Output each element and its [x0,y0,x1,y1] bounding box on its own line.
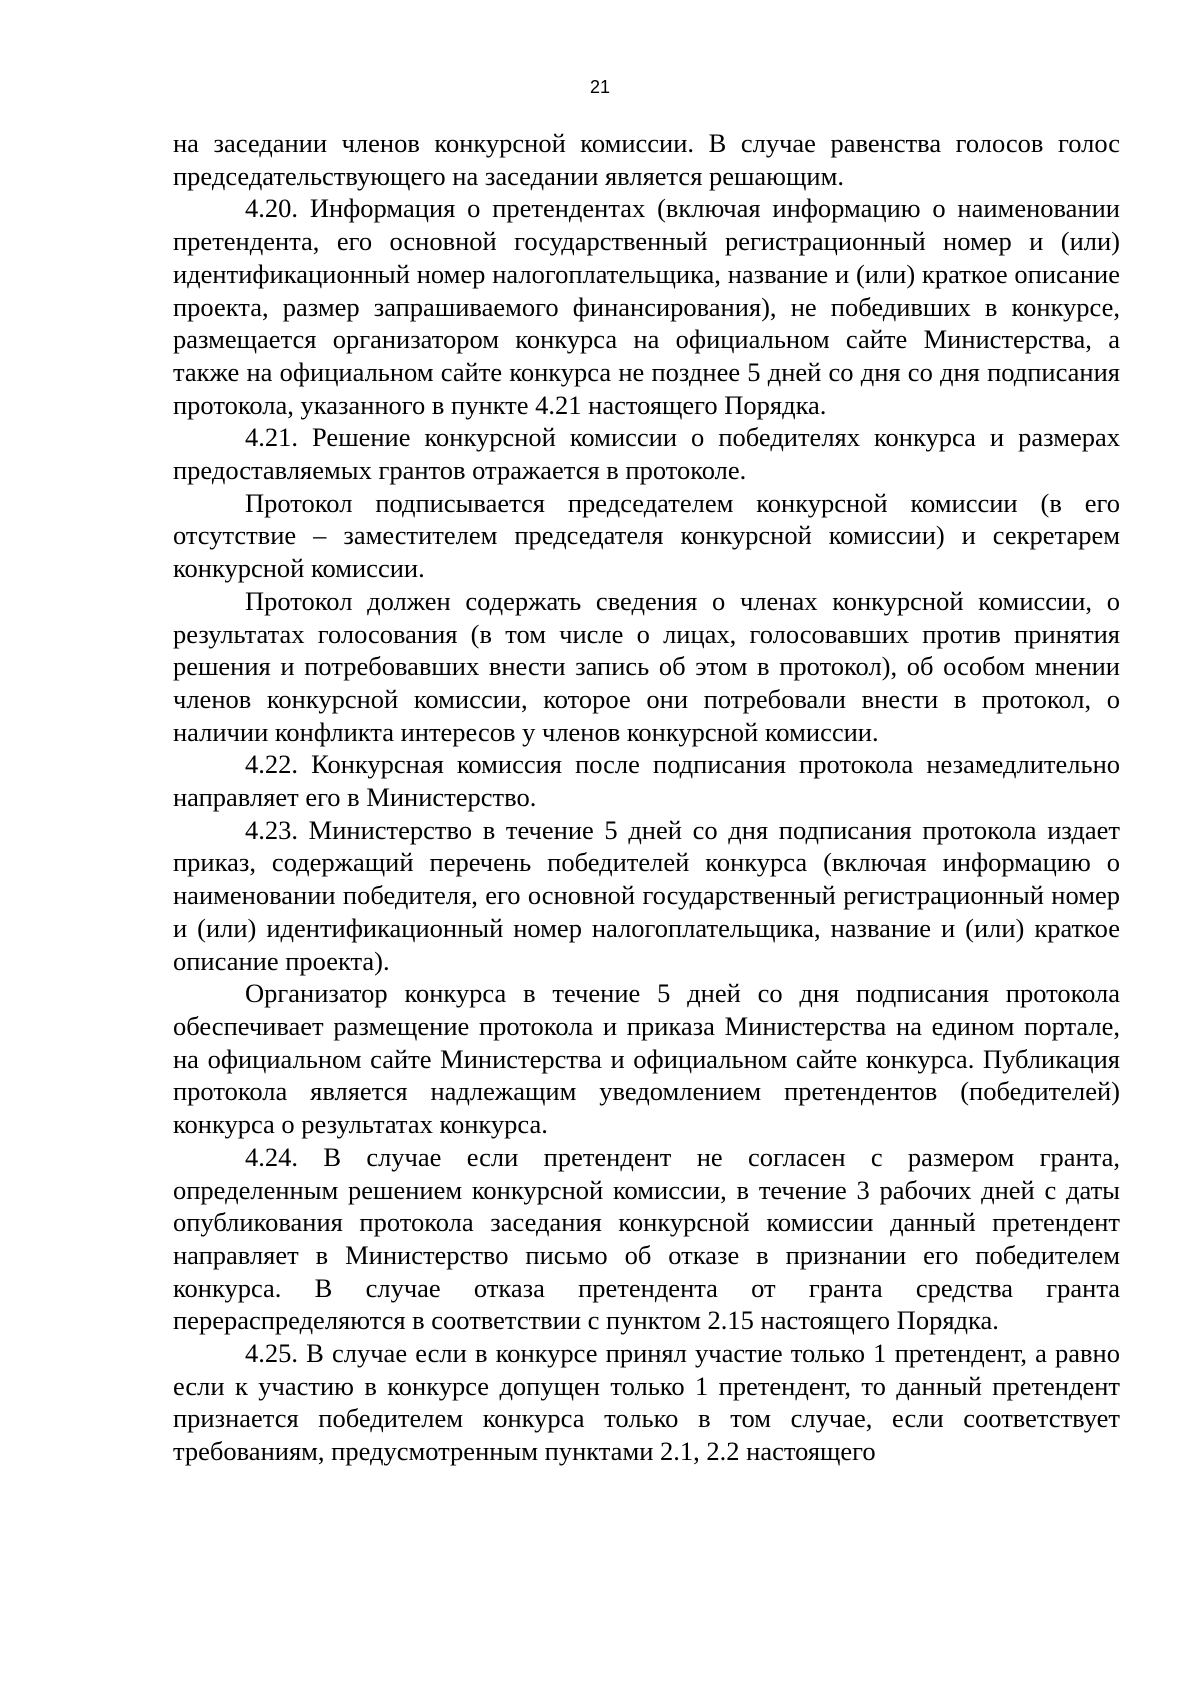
paragraph-4-22: 4.22. Конкурсная комиссия после подписания протокола незамедлительно направляет его в Министерство. [173,749,1120,813]
paragraph-protocol-signing: Протокол подписывается председателем конкурсной комиссии (в его отсутствие – заместителем председателя конкурсной комиссии) и секретарем конкурсной комиссии. [173,487,1120,584]
paragraph-4-21: 4.21. Решение конкурсной комиссии о победителях конкурса и размерах предоставляемых грантов отражается в протоколе. [173,422,1120,486]
paragraph-4-25: 4.25. В случае если в конкурсе принял участие только 1 претендент, а равно если к участию в конкурсе допущен только 1 претендент, то данный претендент признается победителем конкурса только в том случае, если соответствует требованиям, предусмотренным пунктами 2.1, 2.2 настоящего [173,1338,1120,1467]
paragraph-4-23: 4.23. Министерство в течение 5 дней со дня подписания протокола издает приказ, содержащий перечень победителей конкурса (включая информацию о наименовании победителя, его основной государственный регистрационный номер и (или) идентификационный номер налогоплательщика, название и (или) краткое описание проекта). [173,814,1120,976]
page-number: 21 [589,77,611,97]
document-body [173,127,1120,1468]
paragraph-publication: Организатор конкурса в течение 5 дней со дня подписания протокола обеспечивает размещение протокола и приказа Министерства на едином портале, на официальном сайте Министерства и официальном сайте конкурса. Публикация протокола является надлежащим уведомлением претендентов (победителей) конкурса о результатах конкурса. [173,978,1120,1140]
paragraph-4-24: 4.24. В случае если претендент не согласен с размером гранта, определенным решением конкурсной комиссии, в течение 3 рабочих дней с даты опубликования протокола заседания конкурсной комиссии данный претендент направляет в Министерство письмо об отказе в признании его победителем конкурса. В случае отказа претендента от гранта средства гранта перераспределяются в соответствии с пунктом 2.15 настоящего Порядка. [173,1141,1120,1336]
paragraph-protocol-contents: Протокол должен содержать сведения о членах конкурсной комиссии, о результатах голосования (в том числе о лицах, голосовавших против принятия решения и потребовавших внести запись об этом в протокол), об особом мнении членов конкурсной комиссии, которое они потребовали внести в протокол, о наличии конфликта интересов у членов конкурсной комиссии. [173,585,1120,747]
paragraph-continuation: на заседании членов конкурсной комиссии. В случае равенства голосов голос председательствующего на заседании является решающим. [173,128,1120,191]
paragraph-4-20: 4.20. Информация о претендентах (включая информацию о наименовании претендента, его основной государственный регистрационный номер и (или) идентификационный номер налогоплательщика, название и (или) краткое описание проекта, размер запрашиваемого финансирования), не победивших в конкурсе, размещается организатором конкурса на официальном сайте Министерства, а также на официальном сайте конкурса не позднее 5 дней со дня со дня подписания протокола, указанного в пункте 4.21 настоящего Порядка. [173,193,1120,420]
